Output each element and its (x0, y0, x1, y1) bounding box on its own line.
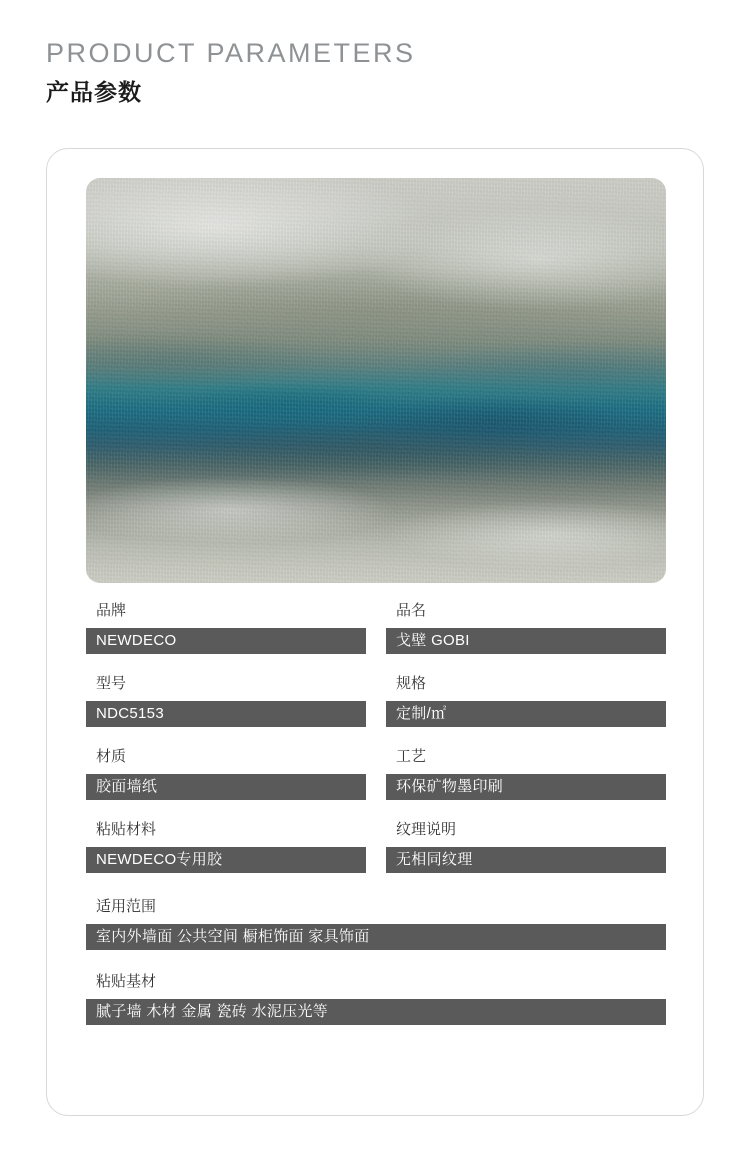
parameter-label: 纹理说明 (396, 821, 457, 838)
product-image-texture (86, 178, 666, 583)
parameter-model (86, 674, 366, 727)
parameter-value: NDC5153 (86, 701, 366, 727)
parameter-product-name (386, 601, 666, 654)
product-card (46, 148, 704, 1116)
parameter-application-scope (86, 897, 666, 950)
parameter-label: 品名 (396, 602, 427, 619)
parameter-row (86, 972, 666, 1025)
parameter-value: 环保矿物墨印刷 (386, 774, 666, 800)
parameter-label: 品牌 (96, 602, 127, 619)
parameter-brand (86, 601, 366, 654)
parameter-value: 戈壁 GOBI (386, 628, 666, 654)
parameter-label: 型号 (96, 675, 127, 692)
parameter-value: 腻子墙 木材 金属 瓷砖 水泥压光等 (86, 999, 666, 1025)
parameter-label: 适用范围 (96, 898, 157, 915)
parameter-value: 无相同纹理 (386, 847, 666, 873)
parameter-label: 粘贴基材 (96, 973, 157, 990)
parameter-process (386, 747, 666, 800)
parameter-substrate (86, 972, 666, 1025)
parameter-specification (386, 674, 666, 727)
parameter-list (86, 601, 666, 1045)
page-title-cn: 产品参数 (46, 79, 142, 105)
parameter-material (86, 747, 366, 800)
page-header (46, 36, 416, 108)
parameter-value: NEWDECO专用胶 (86, 847, 366, 873)
parameter-value: 定制/㎡ (386, 701, 666, 727)
parameter-row (86, 601, 666, 654)
parameter-value: 胶面墙纸 (86, 774, 366, 800)
parameter-label: 规格 (396, 675, 427, 692)
product-image (86, 178, 666, 583)
parameter-value: 室内外墙面 公共空间 橱柜饰面 家具饰面 (86, 924, 666, 950)
parameter-row (86, 820, 666, 873)
parameter-adhesive (86, 820, 366, 873)
parameter-row (86, 747, 666, 800)
parameter-value: NEWDECO (86, 628, 366, 654)
parameter-label: 材质 (96, 748, 127, 765)
page-title-en: PRODUCT PARAMETERS (46, 38, 416, 68)
parameter-label: 粘贴材料 (96, 821, 157, 838)
parameter-texture-note (386, 820, 666, 873)
parameter-row (86, 674, 666, 727)
parameter-row (86, 897, 666, 950)
parameter-label: 工艺 (396, 748, 427, 765)
